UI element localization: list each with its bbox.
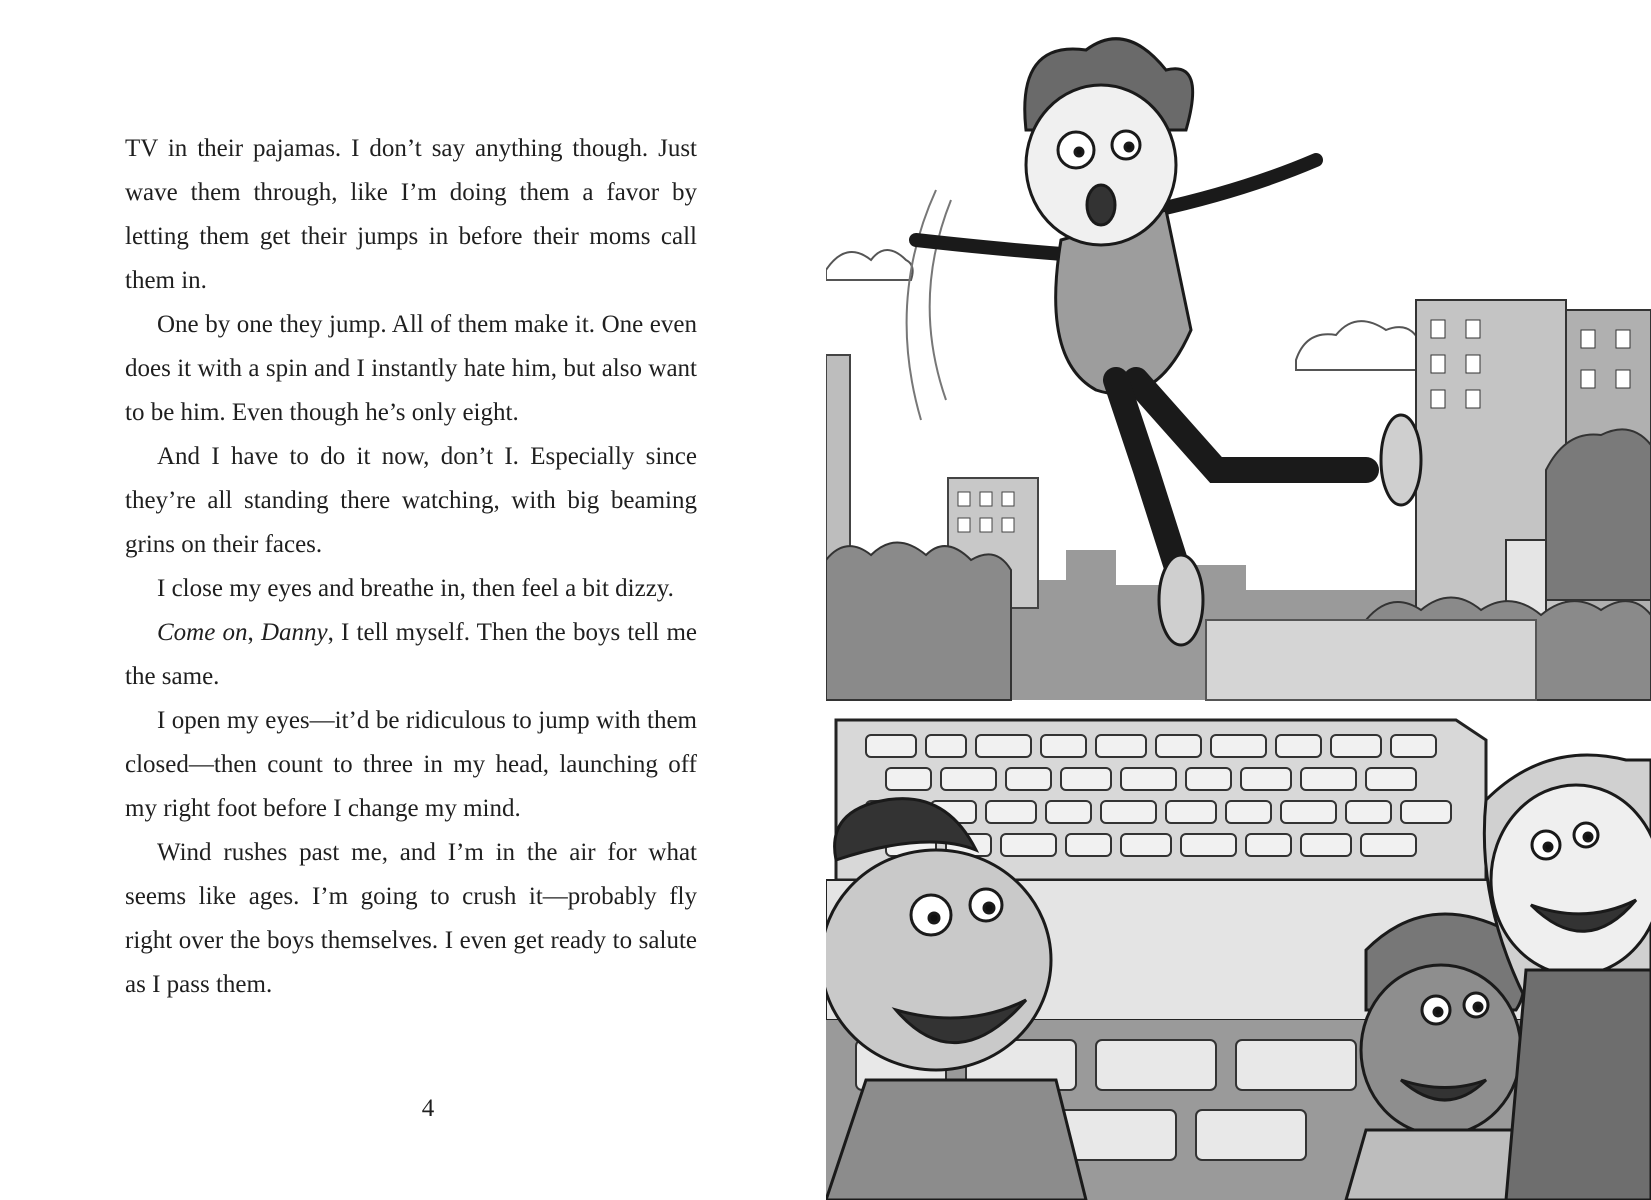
kid-shoe-left (1159, 555, 1203, 645)
paragraph-4: I close my eyes and breathe in, then feel a bit dizzy. (157, 575, 674, 602)
paragraph-3: And I have to do it now, don’t I. Especially since they’re all standing there watching, with big beaming grins on their faces. (125, 443, 697, 558)
tree-right (1546, 429, 1651, 600)
kid-shoe-right (1381, 415, 1421, 505)
paragraph-2: One by one they jump. All of them make it. One even does it with a spin and I instantly hate him, but also want to be him. Even though he’s only eight. (125, 311, 697, 426)
paragraph-1: TV in their pajamas. I don’t say anything though. Just wave them through, like I’m doing them a favor by letting them get their jumps in before their moms call them in. (125, 135, 697, 294)
page-number: 4 (421, 1095, 435, 1122)
fence (1206, 620, 1536, 700)
paragraph-5-rest: , I tell myself. Then the boys tell me the same. (125, 619, 698, 690)
paragraph-5 (125, 611, 697, 699)
girl-head (1491, 785, 1651, 975)
italic-danny: Danny (260, 619, 328, 646)
boy-middle-head (1361, 965, 1521, 1135)
italic-come-on: Come on (157, 619, 248, 646)
kid-mouth (1087, 185, 1115, 225)
bushes (826, 543, 1011, 701)
story-text (125, 127, 697, 1007)
paragraph-7: Wind rushes past me, and I’m in the air for what seems like ages. I’m going to crush it—probably fly right over the boys themselves. I even get ready to salute as I pass them. (125, 839, 697, 998)
paragraph-6: I open my eyes—it’d be ridiculous to jump with them closed—then count to three in my head, launching off my right foot before I change my mind. (125, 707, 697, 822)
illustration (826, 0, 1651, 1200)
comma-text: , (247, 619, 261, 646)
